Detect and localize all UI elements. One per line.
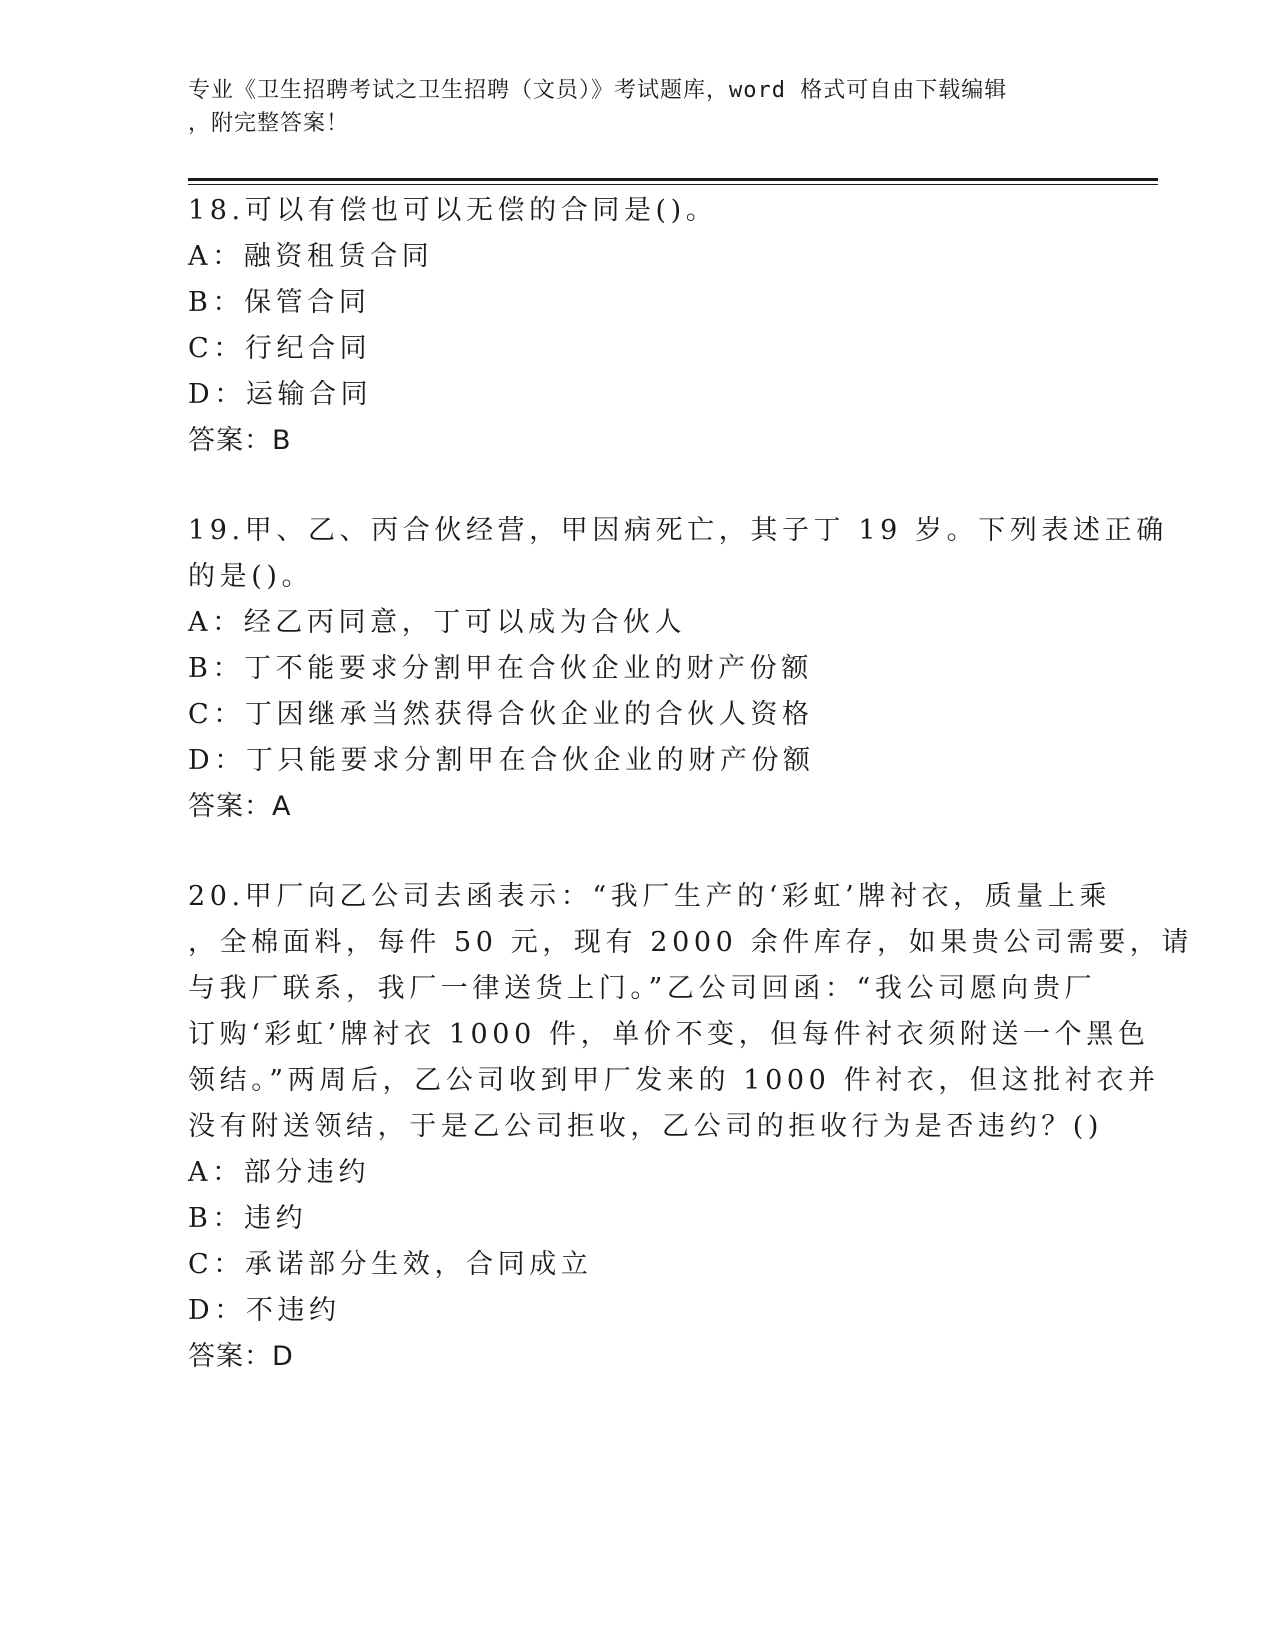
- stem-line: 领结。”两周后，乙公司收到甲厂发来的 1000 件衬衣，但这批衬衣并: [188, 1065, 1160, 1096]
- option-a: A：经乙丙同意，丁可以成为合伙人: [188, 607, 687, 638]
- stem-line: 19.甲、乙、丙合伙经营，甲因病死亡，其子丁 19 岁。下列表述正确: [188, 515, 1168, 546]
- answer-line: 答案：B: [188, 425, 292, 456]
- question-stem: [188, 508, 1168, 600]
- document-header: [188, 74, 1068, 140]
- header-line-2: ，附完整答案！: [188, 111, 350, 136]
- stem-line: 20.甲厂向乙公司去函表示：“我厂生产的‘彩虹’牌衬衣，质量上乘: [188, 881, 1112, 912]
- header-line-1: 专业《卫生招聘考试之卫生招聘（文员）》考试题库，word 格式可自由下载编辑: [188, 78, 1008, 103]
- question-stem: [188, 188, 1088, 234]
- stem-line: 18.可以有偿也可以无偿的合同是()。: [188, 195, 718, 226]
- stem-line: 订购‘彩虹’牌衬衣 1000 件，单价不变，但每件衬衣须附送一个黑色: [188, 1019, 1150, 1050]
- answer-line: 答案：A: [188, 791, 292, 822]
- question-19: [188, 508, 1168, 830]
- stem-line: ，全棉面料，每件 50 元，现有 2000 余件库存，如果贵公司需要，请: [188, 927, 1193, 958]
- answer-line: 答案：D: [188, 1341, 294, 1372]
- option-d: D：不违约: [188, 1295, 341, 1326]
- option-a: A：融资租赁合同: [188, 241, 434, 272]
- stem-line: 与我厂联系，我厂一律送货上门。”乙公司回函：“我公司愿向贵厂: [188, 973, 1097, 1004]
- question-18: [188, 188, 1088, 464]
- header-divider-thin: [188, 184, 1158, 185]
- option-c: C：承诺部分生效，合同成立: [188, 1249, 593, 1280]
- option-c: C：丁因继承当然获得合伙企业的合伙人资格: [188, 699, 814, 730]
- stem-line: 的是()。: [188, 561, 314, 592]
- option-b: B：丁不能要求分割甲在合伙企业的财产份额: [188, 653, 813, 684]
- option-d: D：运输合同: [188, 379, 373, 410]
- question-20: [188, 874, 1193, 1380]
- option-c: C：行纪合同: [188, 333, 372, 364]
- stem-line: 没有附送领结，于是乙公司拒收，乙公司的拒收行为是否违约？(): [188, 1111, 1104, 1142]
- question-stem: [188, 874, 1193, 1150]
- option-a: A：部分违约: [188, 1157, 371, 1188]
- option-d: D：丁只能要求分割甲在合伙企业的财产份额: [188, 745, 815, 776]
- question-list: [188, 188, 1193, 1380]
- header-divider-thick: [188, 178, 1158, 181]
- option-b: B：违约: [188, 1203, 308, 1234]
- option-b: B：保管合同: [188, 287, 371, 318]
